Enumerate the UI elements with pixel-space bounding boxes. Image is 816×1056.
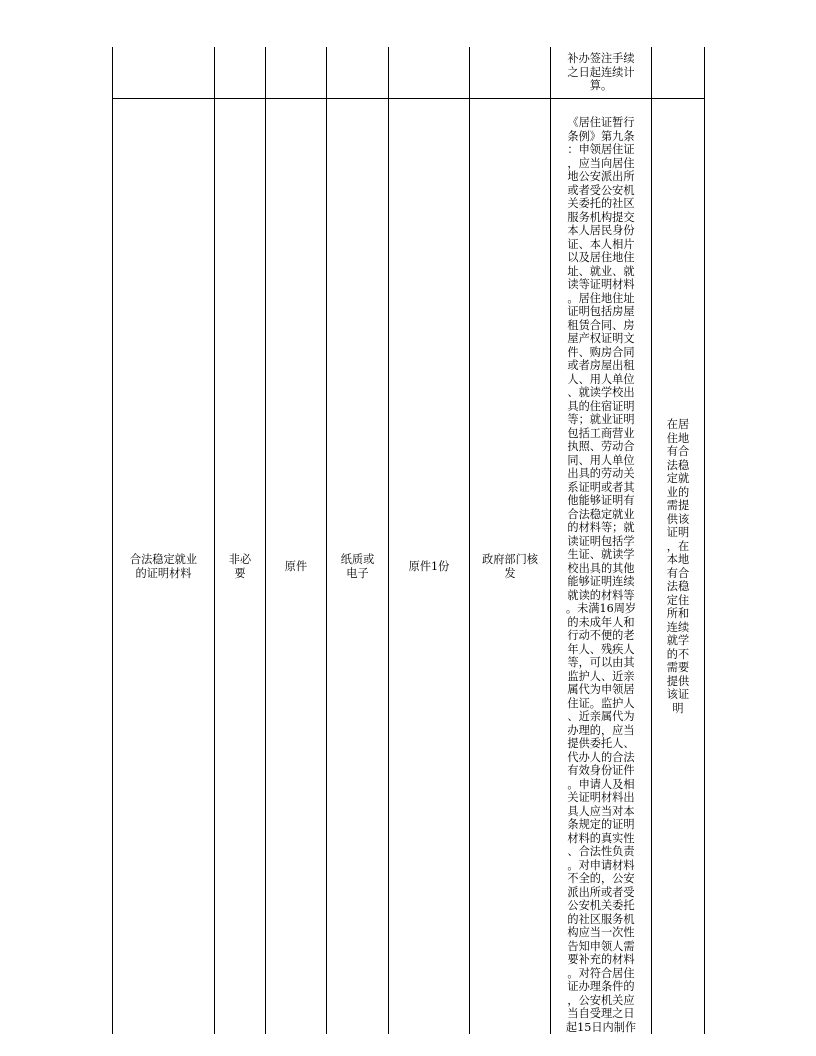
cell-remark: [652, 47, 705, 99]
cell-medium: 纸质或 电子: [327, 99, 389, 1035]
cell-quantity: [389, 47, 470, 99]
materials-table: [112, 47, 705, 1034]
cell-form: 原件: [266, 99, 327, 1035]
cell-quantity: 原件1份: [389, 99, 470, 1035]
cell-remark: 在居 住地 有合 法稳 定就 业的 需提 供该 证明 ，在 本地 有合 法稳 定住 所和 连续 就学 的不 需要 提供 该证 明: [652, 99, 705, 1035]
cell-source: 政府部门核 发: [470, 99, 551, 1035]
cell-material-name: 合法稳定就业 的证明材料: [113, 99, 215, 1035]
cell-form: [266, 47, 327, 99]
cell-medium: [327, 47, 389, 99]
cell-source: [470, 47, 551, 99]
table-row-employment-proof: [113, 99, 705, 1035]
cell-required: [215, 47, 266, 99]
cell-required: 非必 要: [215, 99, 266, 1035]
cell-legal-basis: 《居住证暂行 条例》第九条 ：申领居住证 ，应当向居住 地公安派出所 或者受公安机 关委托的社区 服务机构提交 本人居民身份 证、本人相片 以及居住地住 址、就业、就 读等证明材料 。居住地住址 证明包括房屋 租赁合同、房 屋产权证明文 件、购房合同 或者房屋出租 人、用人单位 、就读学校出 具的住宿证明 等；就业证明 包括工商营业 执照、劳动合 同、用人单位 出具的劳动关 系证明或者其 他能够证明有 合法稳定就业 的材料等；就 读证明包括学 生证、就读学 校出具的其他 能够证明连续 就读的材料等 。未满16周岁 的未成年人和 行动不便的老 年人、残疾人 等，可以由其 监护人、近亲 属代为申领居 住证。监护人 、近亲属代为 办理的，应当 提供委托人、 代办人的合法 有效身份证件 。申请人及相 关证明材料出 具人应当对本 条规定的证明 材料的真实性 、合法性负责 。对申请材料 不全的，公安 派出所或者受 公安机关委托 的社区服务机 构应当一次性 告知申领人需 要补充的材料 。对符合居住 证办理条件的 ，公安机关应 当自受理之日 起15日内制作: [551, 99, 652, 1035]
cell-material-name: [113, 47, 215, 99]
table-row-continuation: [113, 47, 705, 99]
cell-legal-basis: 补办签注手续 之日起连续计 算。: [551, 47, 652, 99]
